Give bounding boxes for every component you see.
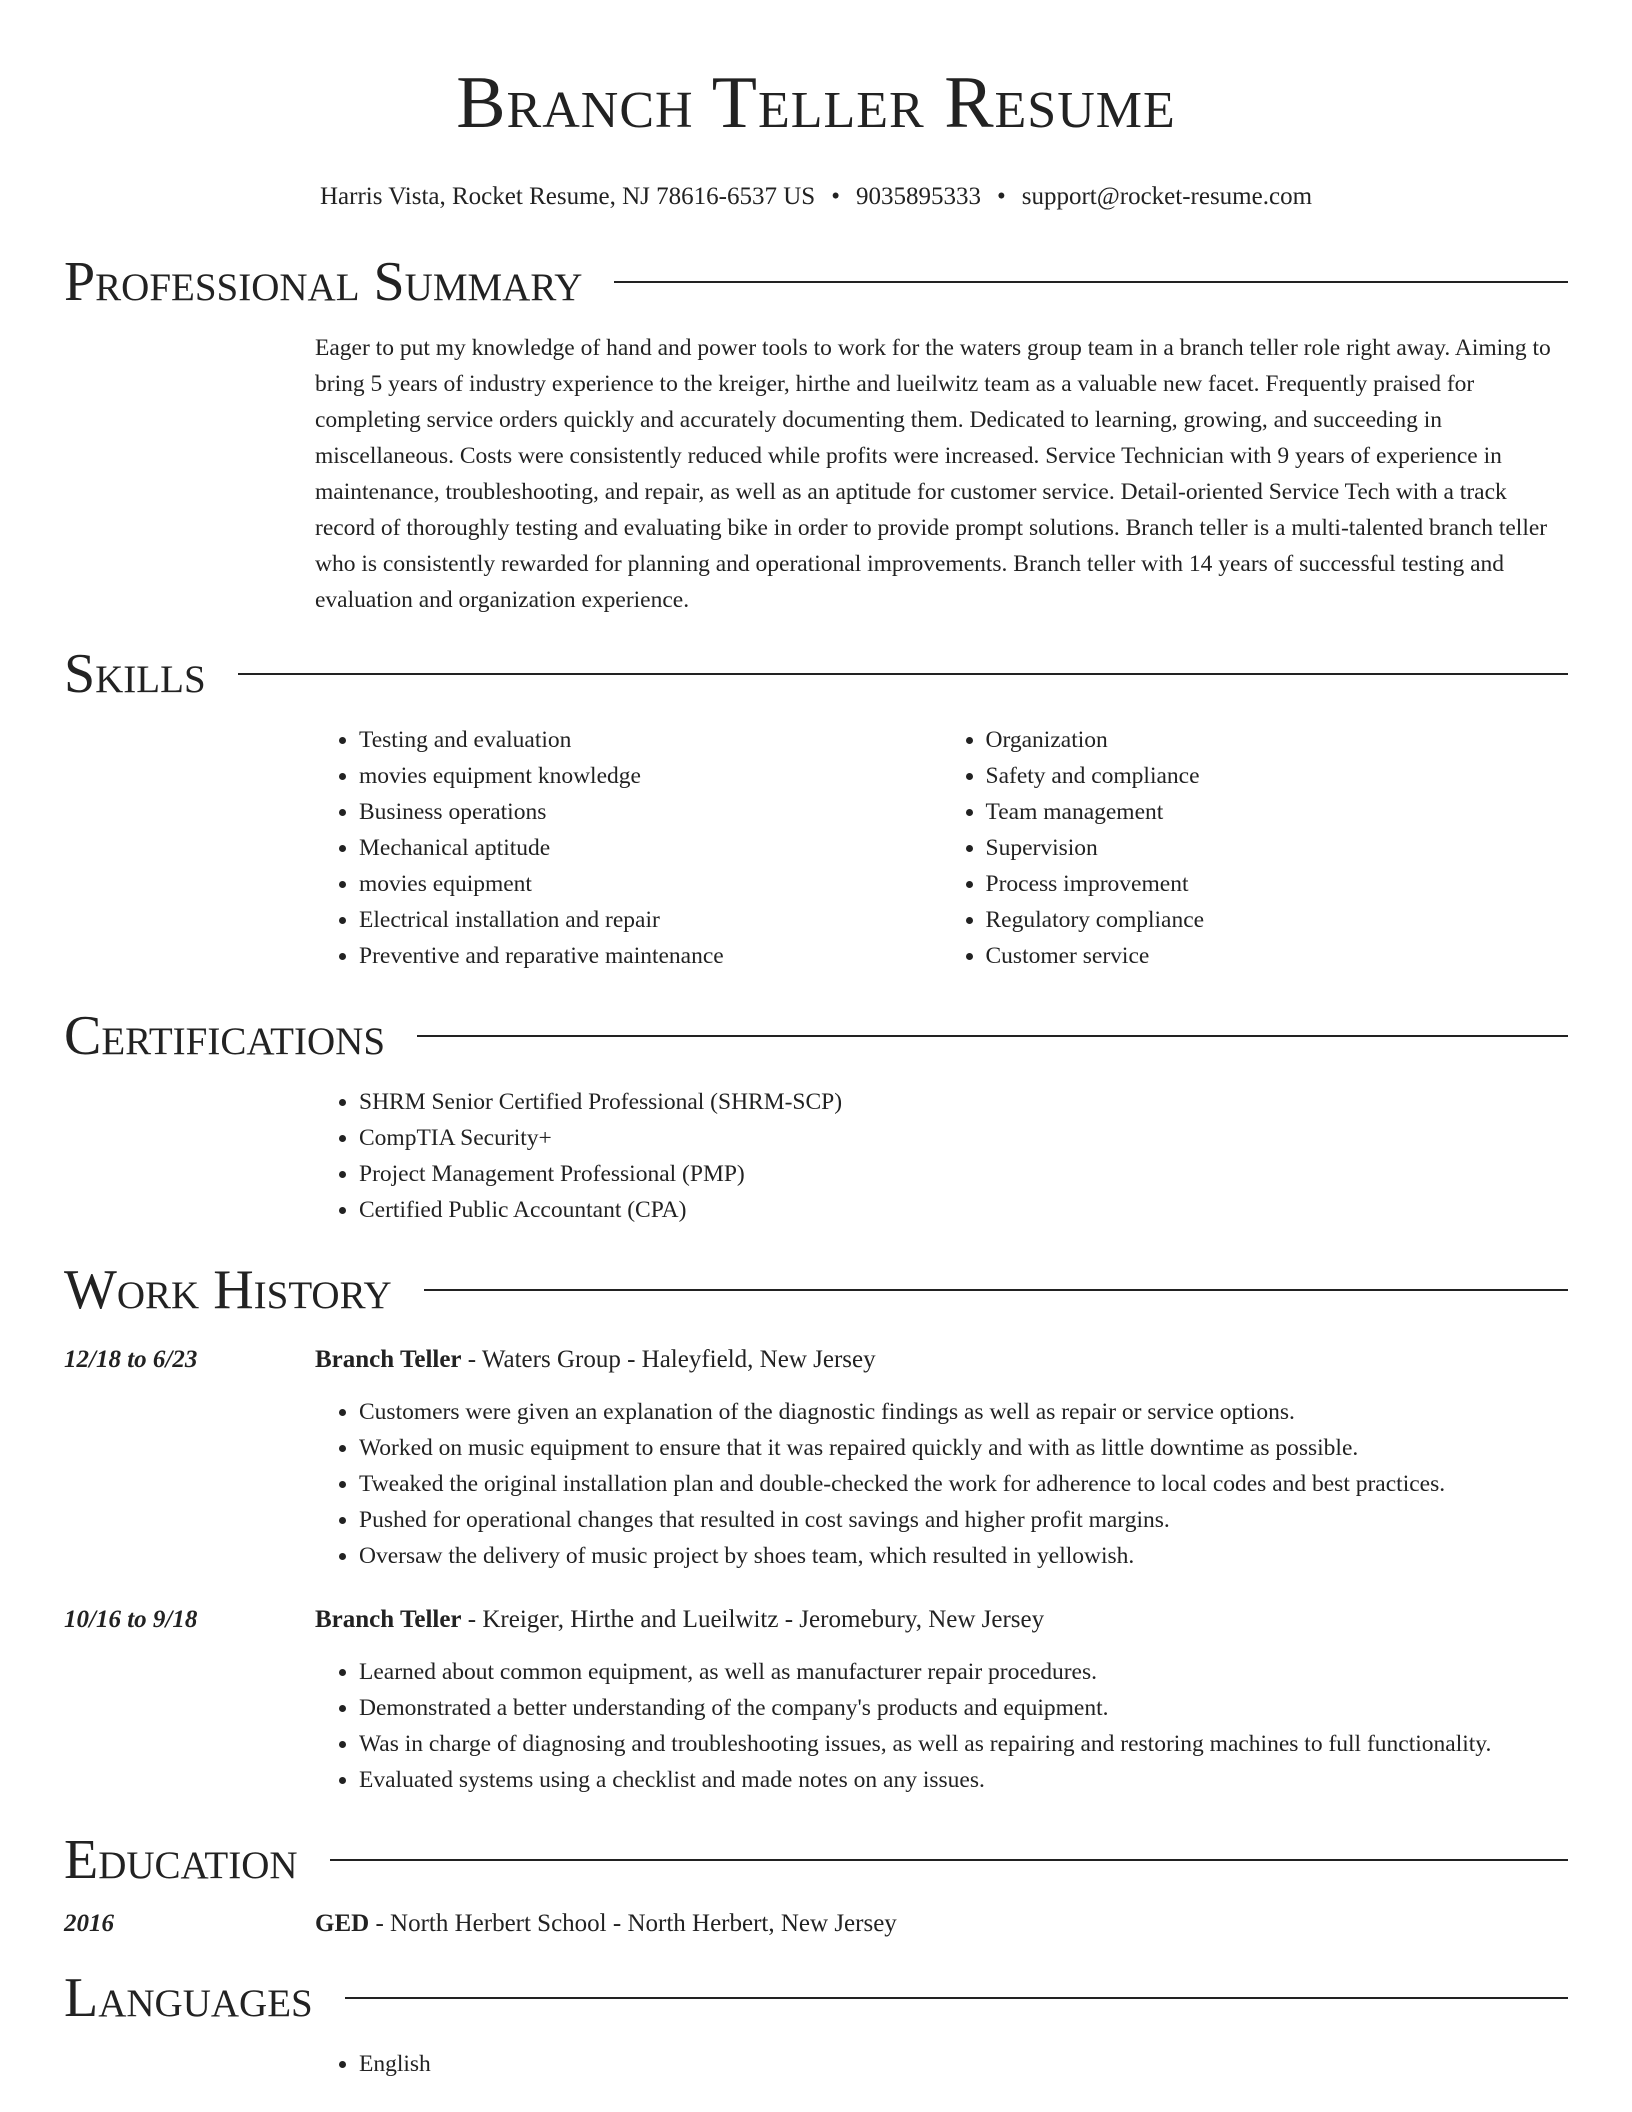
education-year: 2016 bbox=[64, 1910, 114, 1937]
job-bullets bbox=[315, 1654, 1568, 1798]
certification-item: • CompTIA Security+ bbox=[359, 1120, 1568, 1156]
certification-item: • Project Management Professional (PMP) bbox=[359, 1156, 1568, 1192]
job-bullet: • Pushed for operational changes that resulted in cost savings and higher profit margins. bbox=[359, 1502, 1568, 1538]
skill-item: • Preventive and reparative maintenance bbox=[359, 938, 942, 974]
skills-column-right bbox=[942, 722, 1569, 974]
job-bullets bbox=[315, 1394, 1568, 1574]
languages-section-header bbox=[64, 1966, 1568, 2030]
education-degree: GED bbox=[315, 1910, 370, 1937]
skill-item: • Regulatory compliance bbox=[986, 902, 1569, 938]
section-divider bbox=[330, 1859, 1568, 1861]
education-entry bbox=[64, 1908, 1568, 1940]
contact-phone: 9035895333 bbox=[855, 183, 981, 210]
job-title: Branch Teller bbox=[315, 1606, 462, 1633]
skill-item: • Mechanical aptitude bbox=[359, 830, 942, 866]
job-bullet: • Was in charge of diagnosing and troubleshooting issues, as well as repairing and restoring machines to full functionality. bbox=[359, 1726, 1568, 1762]
skill-item: • Supervision bbox=[986, 830, 1569, 866]
skill-item: • Electrical installation and repair bbox=[359, 902, 942, 938]
certifications-list bbox=[315, 1084, 1568, 1228]
section-divider bbox=[345, 1997, 1568, 1999]
summary-heading: Professional Summary bbox=[64, 251, 583, 313]
job-bullet: • Oversaw the delivery of music project by shoes team, which resulted in yellowish. bbox=[359, 1538, 1568, 1574]
work-history-heading: Work History bbox=[64, 1259, 392, 1321]
section-divider bbox=[238, 673, 1568, 675]
job-dates: 12/18 to 6/23 bbox=[64, 1346, 198, 1373]
certifications-section-header bbox=[64, 1004, 1568, 1068]
languages-list bbox=[315, 2046, 1568, 2082]
skill-item: • movies equipment knowledge bbox=[359, 758, 942, 794]
language-item: • English bbox=[359, 2046, 1568, 2082]
job-bullet: • Learned about common equipment, as well as manufacturer repair procedures. bbox=[359, 1654, 1568, 1690]
summary-text: Eager to put my knowledge of hand and power tools to work for the waters group team in a branch teller role right away. Aiming to bring 5 years of industry experience to the kreiger, hirthe and lueilwitz team as a valuable new facet. Frequently praised for completing service orders quickly and accurately documenting them. Dedicated to learning, growing, and succeeding in miscellaneous. Costs were consistently reduced while profits were increased. Service Technician with 9 years of experience in maintenance, troubleshooting, and repair, as well as an aptitude for customer service. Detail-oriented Service Tech with a track record of thoroughly testing and evaluating bike in order to provide prompt solutions. Branch teller is a multi-talented branch teller who is consistently rewarded for planning and operational improvements. Branch teller with 14 years of successful testing and evaluation and organization experience. bbox=[315, 335, 1551, 613]
job-details: - Kreiger, Hirthe and Lueilwitz - Jeromebury, New Jersey bbox=[461, 1606, 1045, 1633]
section-divider bbox=[417, 1035, 1568, 1037]
job-header bbox=[64, 1604, 1568, 1636]
skill-item: • Process improvement bbox=[986, 866, 1569, 902]
skills-list bbox=[315, 722, 1568, 974]
education-section-header bbox=[64, 1828, 1568, 1892]
skills-heading: Skills bbox=[64, 643, 206, 705]
certifications-heading: Certifications bbox=[64, 1005, 386, 1067]
education-heading: Education bbox=[64, 1829, 298, 1891]
certification-item: • Certified Public Accountant (CPA) bbox=[359, 1192, 1568, 1228]
skill-item: • Customer service bbox=[986, 938, 1569, 974]
skill-item: • Team management bbox=[986, 794, 1569, 830]
certification-item: • SHRM Senior Certified Professional (SHRM-SCP) bbox=[359, 1084, 1568, 1120]
job-entry bbox=[64, 1344, 1568, 1574]
skill-item: • Business operations bbox=[359, 794, 942, 830]
job-bullet: • Customers were given an explanation of the diagnostic findings as well as repair or service options. bbox=[359, 1394, 1568, 1430]
job-bullet: • Worked on music equipment to ensure that it was repaired quickly and with as little downtime as possible. bbox=[359, 1430, 1568, 1466]
skills-section-header bbox=[64, 642, 1568, 706]
education-details: - North Herbert School - North Herbert, New Jersey bbox=[369, 1910, 897, 1937]
section-divider bbox=[424, 1289, 1568, 1291]
skill-item: • Organization bbox=[986, 722, 1569, 758]
skills-column-left bbox=[315, 722, 942, 974]
skill-item: • Safety and compliance bbox=[986, 758, 1569, 794]
job-bullet: • Evaluated systems using a checklist and made notes on any issues. bbox=[359, 1762, 1568, 1798]
job-details: - Waters Group - Haleyfield, New Jersey bbox=[461, 1346, 876, 1373]
contact-separator: • bbox=[831, 183, 840, 210]
section-divider bbox=[614, 281, 1568, 283]
job-dates: 10/16 to 9/18 bbox=[64, 1606, 198, 1633]
job-title: Branch Teller bbox=[315, 1346, 462, 1373]
contact-email[interactable]: support@rocket-resume.com bbox=[1021, 183, 1313, 210]
work-history-section-header bbox=[64, 1258, 1568, 1322]
contact-address: Harris Vista, Rocket Resume, NJ 78616-6537 US bbox=[319, 183, 816, 210]
job-bullet: • Demonstrated a better understanding of the company's products and equipment. bbox=[359, 1690, 1568, 1726]
skill-item: • movies equipment bbox=[359, 866, 942, 902]
job-header bbox=[64, 1344, 1568, 1376]
job-bullet: • Tweaked the original installation plan and double-checked the work for adherence to local codes and best practices. bbox=[359, 1466, 1568, 1502]
skill-item: • Testing and evaluation bbox=[359, 722, 942, 758]
resume-title: Branch Teller Resume bbox=[456, 62, 1176, 144]
summary-section-header bbox=[64, 250, 1568, 314]
languages-heading: Languages bbox=[64, 1967, 313, 2029]
job-entry bbox=[64, 1604, 1568, 1798]
contact-line bbox=[64, 182, 1568, 212]
contact-separator: • bbox=[996, 183, 1006, 210]
